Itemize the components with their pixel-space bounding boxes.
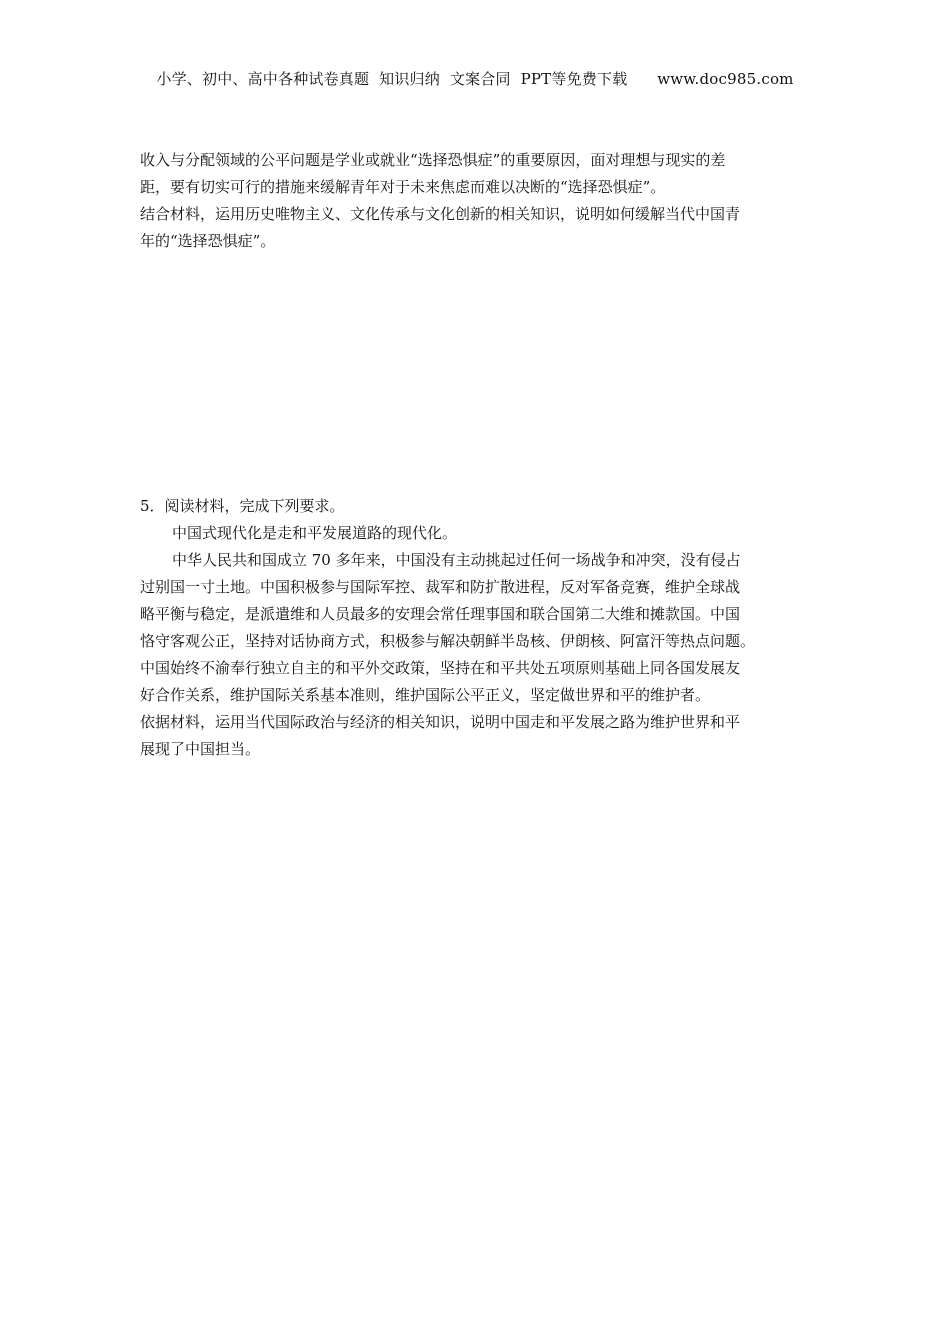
material-line: 中国式现代化是走和平发展道路的现代化。 <box>172 524 458 542</box>
question-prompt-line: 结合材料，运用历史唯物主义、文化传承与文化创新的相关知识，说明如何缓解当代中国青 <box>140 205 741 223</box>
page-header: 小学、初中、高中各种试卷真题 知识归纳 文案合同 PPT等免费下载 www.doc985.com <box>156 70 794 88</box>
paragraph-line: 收入与分配领域的公平问题是学业或就业“选择恐惧症”的重要原因，面对理想与现实的差 <box>140 151 726 169</box>
paragraph-line: 距，要有切实可行的措施来缓解青年对于未来焦虑而难以决断的“选择恐惧症”。 <box>140 178 666 196</box>
question-5 <box>140 493 820 763</box>
requirement-line: 展现了中国担当。 <box>140 740 261 758</box>
question-title: 5．阅读材料，完成下列要求。 <box>140 497 345 515</box>
material-line: 略平衡与稳定，是派遣维和人员最多的安理会常任理事国和联合国第二大维和摊款国。中国 <box>140 605 741 623</box>
material-line: 中国始终不渝奉行独立自主的和平外交政策，坚持在和平共处五项原则基础上同各国发展友 <box>140 659 741 677</box>
section-1-text <box>140 147 820 255</box>
material-line: 过别国一寸土地。中国积极参与国际军控、裁军和防扩散进程，反对军备竞赛，维护全球战 <box>140 578 741 596</box>
requirement-line: 依据材料，运用当代国际政治与经济的相关知识，说明中国走和平发展之路为维护世界和平 <box>140 713 741 731</box>
material-line: 中华人民共和国成立 70 多年来，中国没有主动挑起过任何一场战争和冲突，没有侵占 <box>172 551 741 569</box>
material-line: 恪守客观公正，坚持对话协商方式，积极参与解决朝鲜半岛核、伊朗核、阿富汗等热点问题。 <box>140 632 756 650</box>
question-prompt-line: 年的“选择恐惧症”。 <box>140 232 276 250</box>
material-line: 好合作关系，维护国际关系基本准则，维护国际公平正义，坚定做世界和平的维护者。 <box>140 686 711 704</box>
